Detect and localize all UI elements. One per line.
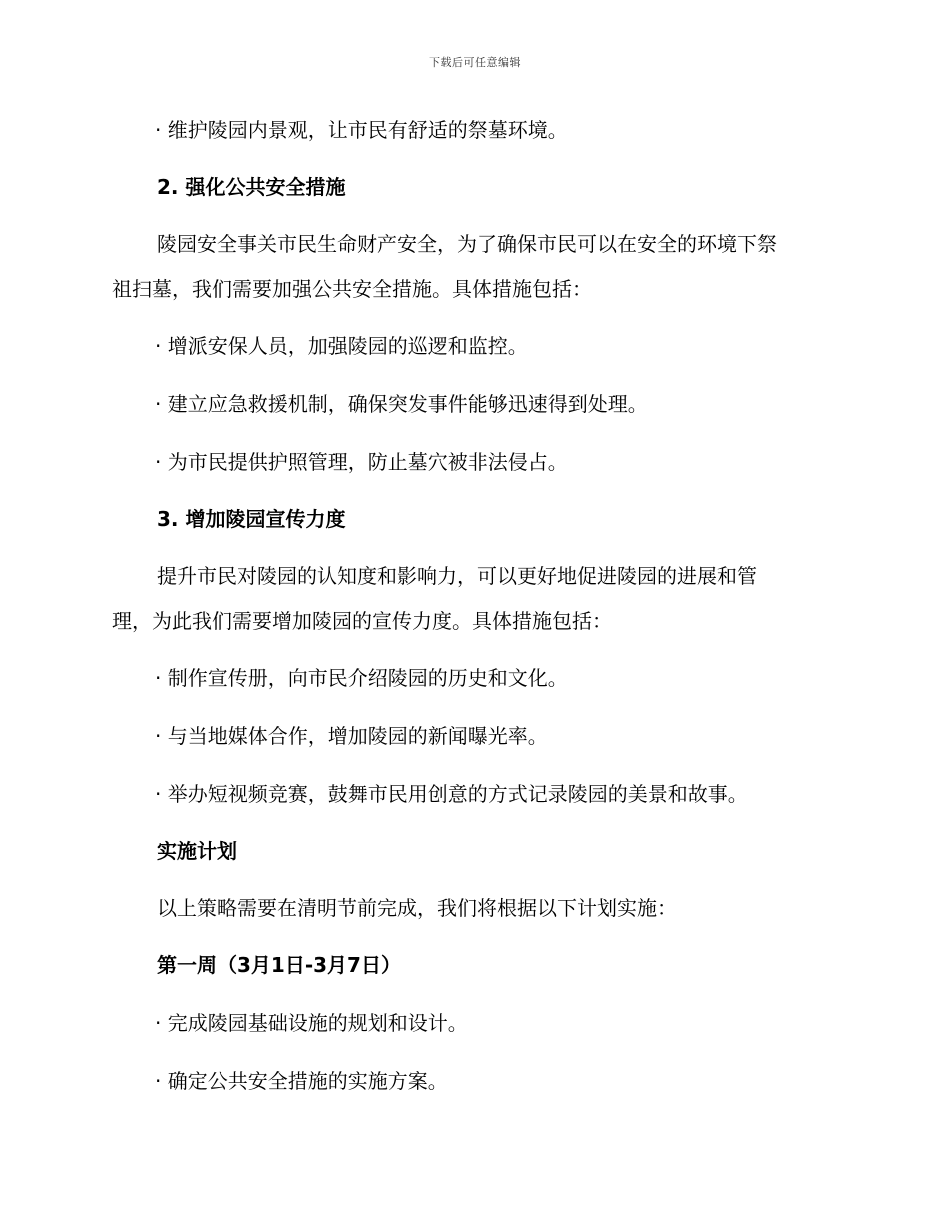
paragraph-publicity-line-2: 理，为此我们需要增加陵园的宣传力度。具体措施包括： <box>112 609 612 633</box>
bullet-permit-management: · 为市民提供护照管理，防止墓穴被非法侵占。 <box>155 450 568 474</box>
bullet-media-cooperation: · 与当地媒体合作，增加陵园的新闻曝光率。 <box>155 724 548 748</box>
section-heading-safety: 2. 强化公共安全措施 <box>157 175 346 199</box>
bullet-brochure: · 制作宣传册，向市民介绍陵园的历史和文化。 <box>155 666 568 690</box>
bullet-emergency-mechanism: · 建立应急救援机制，确保突发事件能够迅速得到处理。 <box>155 392 648 416</box>
paragraph-implementation: 以上策略需要在清明节前完成，我们将根据以下计划实施： <box>157 896 677 920</box>
header-note: 下载后可任意编辑 <box>429 56 521 69</box>
section-heading-implementation: 实施计划 <box>157 839 237 863</box>
paragraph-safety-line-1: 陵园安全事关市民生命财产安全，为了确保市民可以在安全的环境下祭 <box>157 232 777 256</box>
section-heading-publicity: 3. 增加陵园宣传力度 <box>157 507 346 531</box>
week-one-heading: 第一周（3月1日-3月7日） <box>157 953 401 977</box>
bullet-safety-plan: · 确定公共安全措施的实施方案。 <box>155 1069 448 1093</box>
bullet-video-contest: · 举办短视频竞赛，鼓舞市民用创意的方式记录陵园的美景和故事。 <box>155 782 748 806</box>
paragraph-publicity-line-1: 提升市民对陵园的认知度和影响力，可以更好地促进陵园的进展和管 <box>157 564 757 588</box>
bullet-maintain-landscape: · 维护陵园内景观，让市民有舒适的祭墓环境。 <box>155 118 568 142</box>
bullet-security-staff: · 增派安保人员，加强陵园的巡逻和监控。 <box>155 334 528 358</box>
bullet-infrastructure-plan: · 完成陵园基础设施的规划和设计。 <box>155 1011 468 1035</box>
paragraph-safety-line-2: 祖扫墓，我们需要加强公共安全措施。具体措施包括： <box>112 277 592 301</box>
